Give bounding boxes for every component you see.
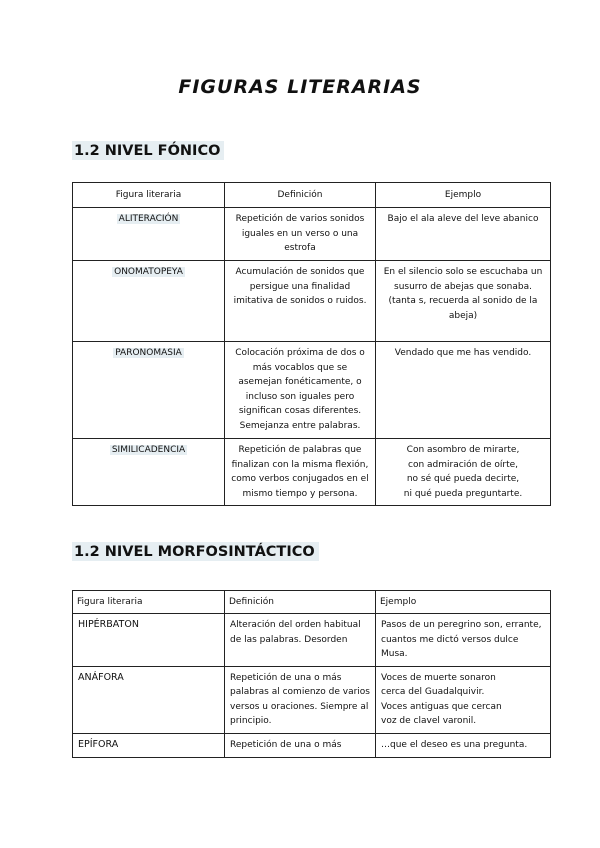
ejemplo-cell: Vendado que me has vendido. [376,342,551,439]
table-row [73,733,551,757]
table-header-row [73,183,551,208]
header-definicion: Definición [225,591,376,614]
header-ejemplo: Ejemplo [376,591,551,614]
figura-name: ANÁFORA [73,666,225,733]
table-row [73,666,551,733]
ejemplo-cell: Bajo el ala aleve del leve abanico [376,208,551,261]
figura-name: EPÍFORA [73,733,225,757]
figura-name: ALITERACIÓN [118,214,179,224]
table-nivel-morfosintactico [72,590,551,758]
figura-name: SIMILICADENCIA [111,445,186,455]
ejemplo-cell: Voces de muerte sonaron cerca del Guadalquivir. Voces antiguas que cercan voz de clavel varonil. [376,666,551,733]
ejemplo-cell: Con asombro de mirarte, con admiración de oírte, no sé qué pueda decirte, ni qué pueda preguntarte. [376,439,551,506]
table-nivel-fonico [72,182,551,506]
definicion-cell: Colocación próxima de dos o más vocablos que se asemejan fonéticamente, o incluso son iguales pero significan cosas diferentes. Semejanza entre palabras. [225,342,376,439]
table-row [73,614,551,667]
header-figura: Figura literaria [73,591,225,614]
definicion-cell: Acumulación de sonidos que persigue una finalidad imitativa de sonidos o ruidos. [225,261,376,342]
section-heading-morfosintactico: 1.2 NIVEL MORFOSINTÁCTICO [72,542,319,561]
table-row [73,208,551,261]
figura-name: PARONOMASIA [115,348,182,358]
table-row [73,261,551,342]
definicion-cell: Repetición de varios sonidos iguales en un verso o una estrofa [225,208,376,261]
header-ejemplo: Ejemplo [376,183,551,208]
definicion-cell: Repetición de palabras que finalizan con la misma flexión, como verbos conjugados en el mismo tiempo y persona. [225,439,376,506]
section-heading-fonico: 1.2 NIVEL FÓNICO [72,141,224,160]
table-row [73,342,551,439]
table-header-row [73,591,551,614]
definicion-cell: Repetición de una o más palabras al comienzo de varios versos u oraciones. Siempre al principio. [225,666,376,733]
definicion-cell: Alteración del orden habitual de las palabras. Desorden [225,614,376,667]
header-figura: Figura literaria [73,183,225,208]
ejemplo-cell: En el silencio solo se escuchaba un susurro de abejas que sonaba. (tanta s, recuerda al sonido de la abeja) [376,261,551,342]
table-row [73,439,551,506]
figura-name: ONOMATOPEYA [114,267,183,277]
figura-name: HIPÉRBATON [73,614,225,667]
header-definicion: Definición [225,183,376,208]
ejemplo-cell: Pasos de un peregrino son, errante, cuantos me dictó versos dulce Musa. [376,614,551,667]
definicion-cell: Repetición de una o más [225,733,376,757]
ejemplo-cell: …que el deseo es una pregunta. [376,733,551,757]
page-title: FIGURAS LITERARIAS [178,76,422,98]
